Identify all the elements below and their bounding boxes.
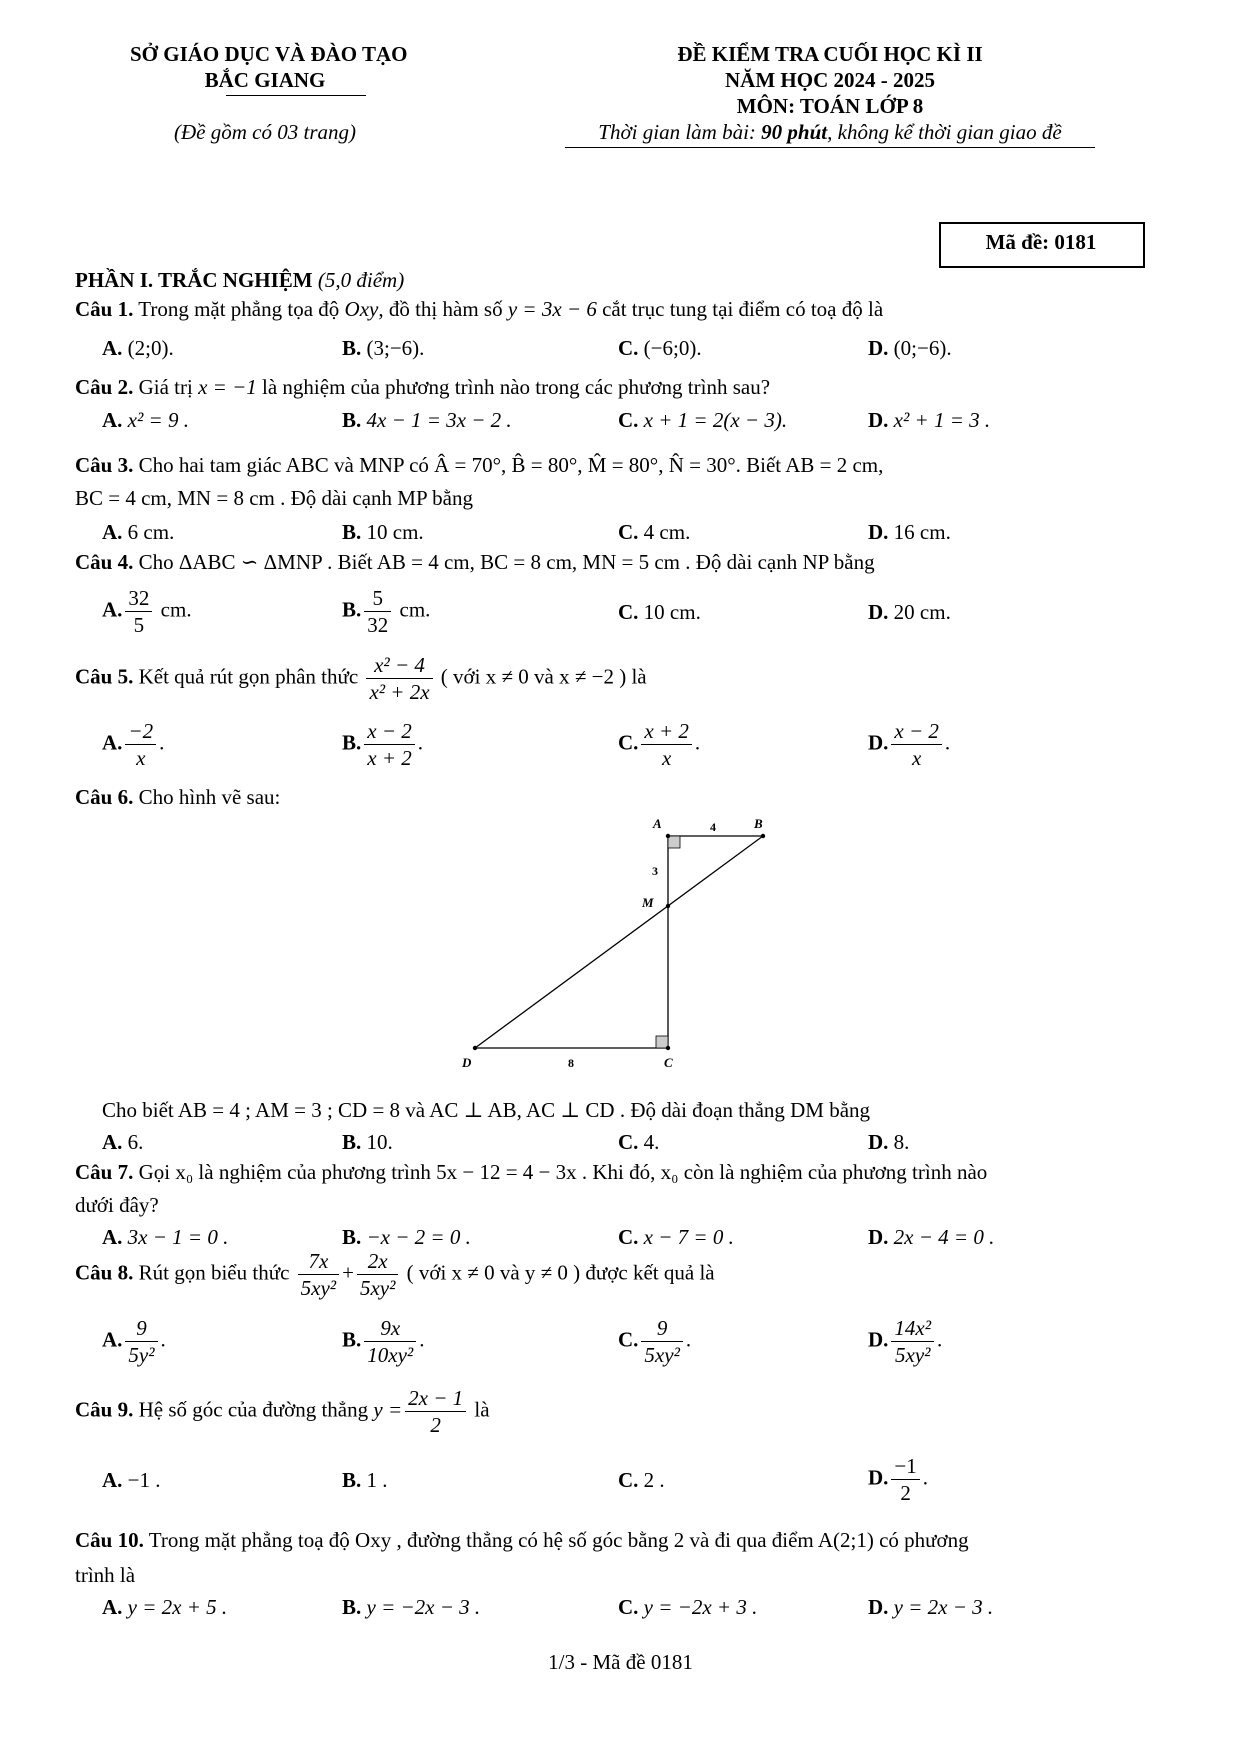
q5-option-a: A. $\frac{-2}{x}$ . xyxy=(102,719,165,770)
q2-option-c: C. x + 1 = 2(x − 3). xyxy=(618,408,788,432)
province-underline xyxy=(226,95,366,96)
q2-option-b: B. 4x − 1 = 3x − 2 . xyxy=(342,408,512,432)
question-7-line2: dưới đây? xyxy=(75,1193,159,1217)
q6-option-b: B. 10. xyxy=(342,1130,393,1154)
q8-option-b: B. $\frac{9x}{\text{10xy²}}$ . xyxy=(342,1316,425,1367)
question-8: Câu 8. Rút gọn biểu thức $\frac{7x}{\text{5xy²}}$ + $\frac{2x}{\text{5xy²}}$ ( với x ≠ 0 và y ≠ 0 ) được kết quả là xyxy=(75,1249,715,1300)
province: BẮC GIANG xyxy=(204,68,326,92)
q7-option-c: C. x − 7 = 0 . xyxy=(618,1225,734,1249)
q10-option-a: A. y = 2x + 5 . xyxy=(102,1595,228,1619)
q5-option-d: D. $\frac{x - 2}{x}$ . xyxy=(868,719,951,770)
label-cd-length: 8 xyxy=(568,1056,574,1070)
label-d: D xyxy=(462,1055,472,1070)
q7-option-b: B. −x − 2 = 0 . xyxy=(342,1225,471,1249)
q3-option-b: B. 10 cm. xyxy=(342,520,424,544)
question-2: Câu 2. Giá trị x = −1 là nghiệm của phương trình nào trong các phương trình sau? xyxy=(75,375,771,399)
q8-option-c: C. $\frac{9}{\text{5xy²}}$ . xyxy=(618,1316,692,1367)
question-6-given: Cho biết AB = 4 ; AM = 3 ; CD = 8 và AC ⊥ AB, AC ⊥ CD . Độ dài đoạn thẳng DM bằng xyxy=(102,1098,871,1122)
q6-option-d: D. 8. xyxy=(868,1130,910,1154)
point-d xyxy=(473,1046,477,1050)
question-10-line2: trình là xyxy=(75,1563,136,1587)
question-5: Câu 5. Kết quả rút gọn phân thức $\frac{\text{x² − 4}}{\text{x² + 2x}}$ ( với x ≠ 0 và x ≠ −2 ) là xyxy=(75,653,647,704)
q4-option-a: A. $\frac{32}{5}$ cm. xyxy=(102,586,192,637)
q4-a-fraction: $\frac{32}{5}$ xyxy=(125,585,152,638)
label-c: C xyxy=(664,1055,673,1070)
question-3-line2: BC = 4 cm, MN = 8 cm . Độ dài cạnh MP bằng xyxy=(75,486,473,510)
question-4: Câu 4. Cho ΔABC ∽ ΔMNP . Biết AB = 4 cm, BC = 8 cm, MN = 5 cm . Độ dài cạnh NP bằng xyxy=(75,550,875,574)
q4-option-c: C. 10 cm. xyxy=(618,600,701,624)
page-count-note: (Đề gồm có 03 trang) xyxy=(174,120,356,144)
q3-option-a: A. 6 cm. xyxy=(102,520,175,544)
time-note: Thời gian làm bài: 90 phút, không kể thời gian giao đề xyxy=(598,120,1062,144)
q9-option-c: C. 2 . xyxy=(618,1468,665,1492)
exam-code: Mã đề: 0181 xyxy=(985,230,1097,254)
question-10: Câu 10. Trong mặt phẳng toạ độ Oxy , đường thẳng có hệ số góc bằng 2 và đi qua điểm A(2;1) có phương xyxy=(75,1528,969,1552)
exam-title: ĐỀ KIỂM TRA CUỐI HỌC KÌ II xyxy=(677,42,983,66)
q5-option-c: C. $\frac{x + 2}{x}$ . xyxy=(618,719,701,770)
q2-option-d: D. x² + 1 = 3 . xyxy=(868,408,991,432)
subject: MÔN: TOÁN LỚP 8 xyxy=(736,94,924,118)
q6-option-c: C. 4. xyxy=(618,1130,660,1154)
q4-option-d: D. 20 cm. xyxy=(868,600,951,624)
q1-option-c: C. (−6;0). xyxy=(618,336,702,360)
q3-option-c: C. 4 cm. xyxy=(618,520,691,544)
label-ab-length: 4 xyxy=(710,820,716,834)
point-c xyxy=(666,1046,670,1050)
q10-option-c: C. y = −2x + 3 . xyxy=(618,1595,758,1619)
q7-option-d: D. 2x − 4 = 0 . xyxy=(868,1225,995,1249)
school-department: SỞ GIÁO DỤC VÀ ĐÀO TẠO xyxy=(130,42,408,66)
q1-option-d: D. (0;−6). xyxy=(868,336,952,360)
q6-option-a: A. 6. xyxy=(102,1130,144,1154)
label-am-length: 3 xyxy=(652,864,658,878)
time-note-underline xyxy=(565,147,1095,148)
question-7: Câu 7. Gọi x₀ là nghiệm của phương trình 5x − 12 = 4 − 3x . Khi đó, x₀ còn là nghiệm của phương trình nào xyxy=(75,1160,988,1184)
question-9: Câu 9. Hệ số góc của đường thẳng y = $\frac{2x - 1}{2}$ là xyxy=(75,1386,490,1437)
question-1: Câu 1. Trong mặt phẳng tọa độ Oxy, đồ thị hàm số y = 3x − 6 cắt trục tung tại điểm có toạ độ là xyxy=(75,297,884,321)
label-b: B xyxy=(754,816,763,831)
q10-option-d: D. y = 2x − 3 . xyxy=(868,1595,994,1619)
section-title: PHẦN I. TRẮC NGHIỆM (5,0 điểm) xyxy=(75,268,405,292)
q4-b-fraction: $\frac{5}{32}$ xyxy=(364,585,391,638)
right-angle-a xyxy=(668,836,680,848)
q5-fraction: $\frac{\text{x² − 4}}{\text{x² + 2x}}$ xyxy=(366,652,432,705)
label-a: A xyxy=(653,816,662,831)
right-angle-c xyxy=(656,1036,668,1048)
q5-option-b: B. $\frac{x - 2}{x + 2}$ . xyxy=(342,719,424,770)
school-year: NĂM HỌC 2024 - 2025 xyxy=(725,68,935,92)
q10-option-b: B. y = −2x − 3 . xyxy=(342,1595,481,1619)
label-m: M xyxy=(642,895,654,910)
question-3: Câu 3. Cho hai tam giác ABC và MNP có Â = 70°, B̂ = 80°, M̂ = 80°, N̂ = 30°. Biết AB = 2 cm, xyxy=(75,453,884,477)
q8-option-d: D. $\frac{\text{14x²}}{\text{5xy²}}$ . xyxy=(868,1316,943,1367)
q7-option-a: A. 3x − 1 = 0 . xyxy=(102,1225,229,1249)
q3-option-d: D. 16 cm. xyxy=(868,520,951,544)
question-6: Câu 6. Cho hình vẽ sau: xyxy=(75,785,281,809)
q9-option-d: D. $\frac{-1}{2}$ . xyxy=(868,1454,929,1505)
page-footer: 1/3 - Mã đề 0181 xyxy=(548,1650,693,1674)
point-b xyxy=(761,834,765,838)
q1-option-b: B. (3;−6). xyxy=(342,336,425,360)
q2-option-a: A. x² = 9 . xyxy=(102,408,189,432)
q4-option-b: B. $\frac{5}{32}$ cm. xyxy=(342,586,431,637)
q1-option-a: A. (2;0). xyxy=(102,336,174,360)
point-a xyxy=(666,834,670,838)
geometry-figure xyxy=(440,815,800,1075)
q8-option-a: A. $\frac{9}{\text{5y²}}$ . xyxy=(102,1316,166,1367)
point-m xyxy=(666,904,670,908)
q9-option-b: B. 1 . xyxy=(342,1468,388,1492)
q9-option-a: A. −1 . xyxy=(102,1468,161,1492)
